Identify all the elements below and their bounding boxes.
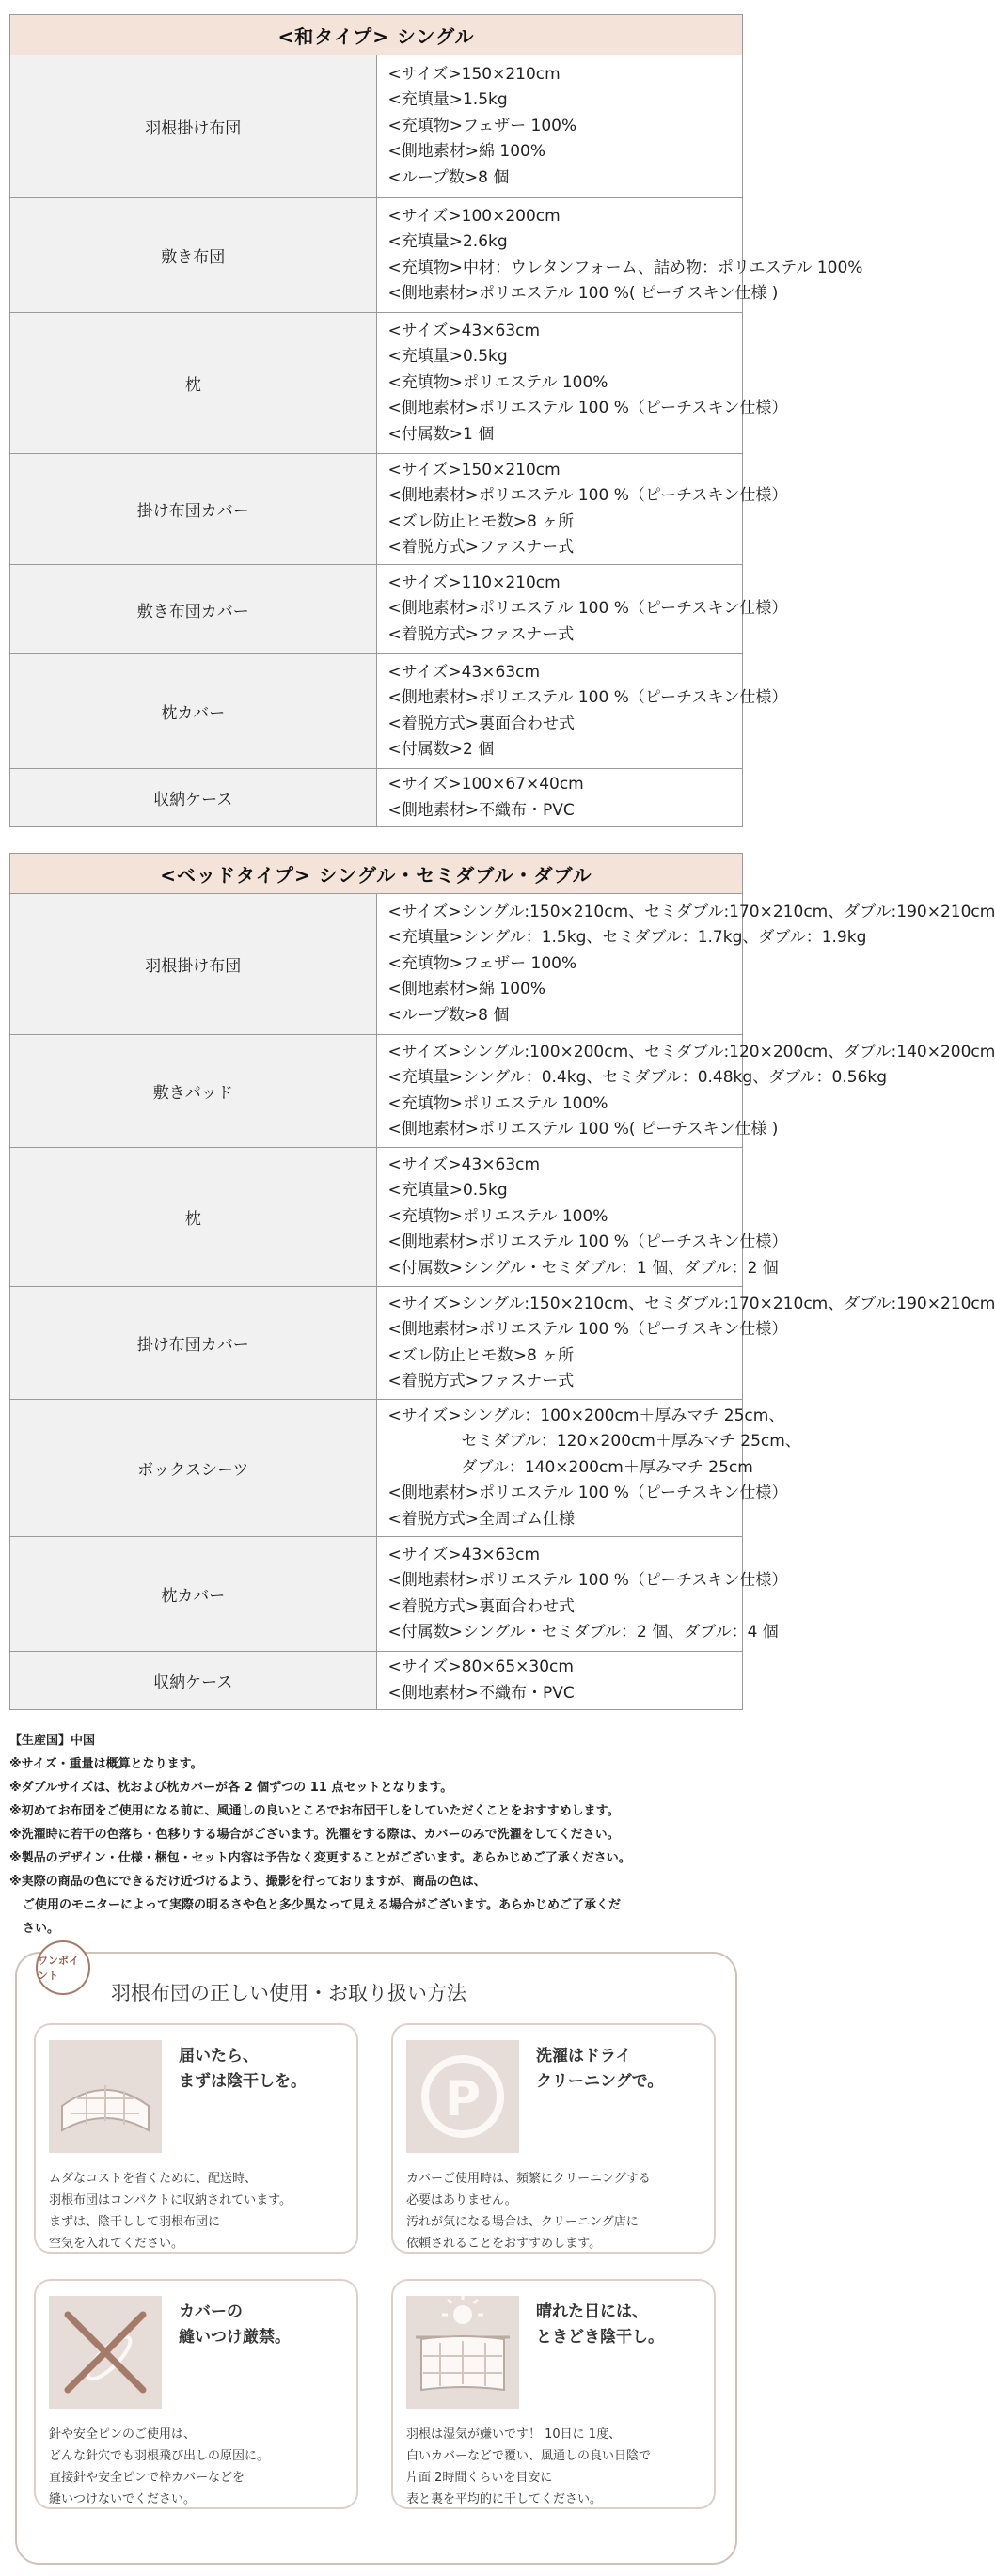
card-body: カバーご使用時は、頻繁にクリーニングする 必要はありません。 汚れが気になる場合は、クリーニング店に 依頼されることをおすすめします。 [406,2172,651,2251]
item-name: 羽根掛け布団 [10,894,377,1035]
spec-line: <側地素材>ポリエステル 100 %（ピーチスキン仕様） [387,1320,788,1339]
spec-line: <サイズ>110×210cm [387,573,561,592]
spec-line: ダブル：140×200cm＋厚みマチ 25cm [461,1457,753,1477]
spec-line: <充填物>ポリエステル 100% [387,1093,608,1113]
table-row [10,654,743,769]
spec-line: <充填量>1.5kg [387,90,508,110]
item-name: ボックスシーツ [10,1400,377,1537]
spec-line: <充填物>フェザー 100% [387,116,577,135]
spec-line: <側地素材>ポリエステル 100 %( ピーチスキン仕様 ) [387,1120,779,1139]
spec-line: <サイズ>150×210cm [387,64,561,84]
item-name: 掛け布団カバー [10,454,377,565]
card-heading: 洗濯はドライ クリーニングで。 [536,2047,664,2091]
table-row [10,1287,743,1400]
spec-line: <充填物>中材：ウレタンフォーム、詰め物：ポリエステル 100% [387,258,863,277]
folded-futon-icon [49,2040,162,2153]
table-row [10,1652,743,1710]
spec-line: <側地素材>ポリエステル 100 %( ピーチスキン仕様 ) [387,284,779,303]
svg-text:P: P [444,2071,482,2128]
card-heading: カバーの 縫いつけ厳禁。 [179,2302,291,2347]
table-title: <和タイプ> シングル [10,15,743,55]
spec-line: <側地素材>不織布・PVC [387,800,575,820]
table-row [10,55,743,198]
item-specs [376,1287,995,1400]
care-card [391,2023,716,2254]
note-line: 【生産国】中国 [9,1734,96,1748]
spec-line: <充填量>2.6kg [387,232,508,251]
item-specs [376,1035,995,1148]
spec-line: <側地素材>綿 100% [387,142,545,162]
spec-line: <側地素材>ポリエステル 100 %（ピーチスキン仕様） [387,399,788,418]
spec-line: <サイズ>43×63cm [387,1545,541,1564]
spec-line: <サイズ>シングル:150×210cm、セミダブル:170×210cm、ダブル:190×210cm [387,1294,995,1313]
spec-line: <側地素材>不織布・PVC [387,1683,575,1703]
spec-line: <側地素材>ポリエステル 100 %（ピーチスキン仕様） [387,1233,788,1252]
table-row [10,1400,743,1537]
item-specs [376,769,743,827]
item-name: 羽根掛け布団 [10,55,377,198]
spec-line: <充填量>シングル：1.5kg、セミダブル：1.7kg、ダブル：1.9kg [387,928,867,948]
care-card [34,2279,358,2509]
spec-line: <着脱方式>全周ゴム仕様 [387,1509,575,1529]
spec-line: <ループ数>8 個 [387,167,510,187]
spec-line: <サイズ>シングル：100×200cm＋厚みマチ 25cm、 [387,1406,785,1425]
spec-line: <充填物>ポリエステル 100% [387,372,608,392]
spec-line: <ループ数>8 個 [387,1005,510,1025]
spec-line: <充填量>シングル：0.4kg、セミダブル：0.48kg、ダブル：0.56kg [387,1068,887,1087]
table-row [10,1537,743,1652]
item-specs [376,198,863,313]
spec-line: <付属数>1 個 [387,424,495,444]
spec-line: <サイズ>100×200cm [387,206,561,226]
dry-cleaning-p-icon [406,2040,519,2153]
spec-line: <側地素材>ポリエステル 100 %（ピーチスキン仕様） [387,1571,788,1590]
item-specs [376,1148,788,1287]
spec-line: <着脱方式>裏面合わせ式 [387,714,575,733]
note-line: さい。 [23,1922,60,1936]
care-instructions [15,1952,737,2565]
spec-line: <サイズ>43×63cm [387,1154,541,1174]
table-title: <ベッドタイプ> シングル・セミダブル・ダブル [10,854,743,894]
care-card [34,2023,358,2254]
note-line: ※製品のデザイン・仕様・梱包・セット内容は予告なく変更することがございます。あらかじめご了承ください。 [9,1851,631,1865]
item-specs [376,1400,801,1537]
item-name: 収納ケース [10,1652,377,1710]
spec-line: <サイズ>150×210cm [387,460,561,479]
item-specs [376,565,788,654]
table-row [10,894,743,1035]
spec-table-bed-type [9,853,995,1710]
note-line: ※実際の商品の色にできるだけ近づけるよう、撮影を行っておりますが、商品の色は、 [9,1875,486,1889]
item-name: 敷き布団 [10,198,377,313]
spec-line: <側地素材>ポリエステル 100 %（ピーチスキン仕様） [387,486,788,505]
item-specs [376,1537,788,1652]
card-heading: 晴れた日には、 ときどき陰干し。 [536,2302,664,2347]
table-row [10,454,743,565]
table-row [10,198,743,313]
spec-line: <サイズ>43×63cm [387,321,541,340]
care-title: 羽根布団の正しい使用・お取り扱い方法 [111,1982,466,2004]
item-name: 敷きパッド [10,1035,377,1148]
card-body: 羽根は湿気が嫌いです！ 10日に 1度、 白いカバーなどで覆い、風通しの良い日陰で 片面 2時間くらいを目安に 表と裏を平均的に干してください。 [406,2427,652,2506]
card-body: ムダなコストを省くために、配送時、 羽根布団はコンパクトに収納されています。 まずは、陰干しして羽根布団に 空気を入れてください。 [49,2172,292,2251]
item-name: 敷き布団カバー [10,565,377,654]
spec-line: <サイズ>43×63cm [387,662,541,682]
note-line: ※洗濯時に若干の色落ち・色移りする場合がございます。洗濯をする際は、カバーのみで洗濯をしてください。 [9,1828,620,1842]
spec-line: <ズレ防止ヒモ数>8 ヶ所 [387,511,575,531]
spec-line: <着脱方式>ファスナー式 [387,624,575,644]
spec-line: <付属数>2 個 [387,740,495,759]
note-line: ※初めてお布団をご使用になる前に、風通しの良いところでお布団干しをしていただくことをおすすめします。 [9,1804,620,1818]
spec-line: <着脱方式>ファスナー式 [387,538,575,557]
table-row [10,1035,743,1148]
spec-line: <付属数>シングル・セミダブル：1 個、ダブル：2 個 [387,1258,779,1278]
no-pins-icon [49,2296,162,2409]
spec-line: <着脱方式>ファスナー式 [387,1372,575,1390]
sun-drying-icon [406,2296,519,2409]
item-name: 枕 [10,313,377,454]
care-card [391,2279,716,2509]
spec-line: <側地素材>ポリエステル 100 %（ピーチスキン仕様） [387,688,788,707]
spec-line: <充填量>0.5kg [387,1181,508,1201]
spec-line: <サイズ>100×67×40cm [387,775,584,793]
spec-line: <着脱方式>裏面合わせ式 [387,1596,575,1616]
one-point-badge: ワンポイント [36,1940,90,1995]
card-heading: 届いたら、 まずは陰干しを。 [179,2047,307,2091]
card-body: 針や安全ピンのご使用は、 どんな針穴でも羽根飛び出しの原因に。 直接針や安全ピンで枠カバーなどを 縫いつけないでください。 [49,2427,270,2506]
spec-line: セミダブル：120×200cm＋厚みマチ 25cm、 [461,1432,801,1452]
note-line: ご使用のモニターによって実際の明るさや色と多少異なって見える場合がございます。あらかじめご了承くだ [23,1898,621,1912]
spec-line: <付属数>シングル・セミダブル：2 個、ダブル：4 個 [387,1623,779,1641]
item-specs [376,894,995,1035]
note-line: ※ダブルサイズは、枕および枕カバーが各 2 個ずつの 11 点セットとなります。 [9,1781,453,1795]
item-specs [376,654,788,769]
item-specs [376,1652,743,1710]
spec-line: <サイズ>80×65×30cm [387,1657,574,1676]
spec-line: <充填量>0.5kg [387,347,508,367]
table-row [10,769,743,827]
item-name: 収納ケース [10,769,377,827]
spec-line: <側地素材>ポリエステル 100 %（ピーチスキン仕様） [387,1484,788,1503]
table-row [10,313,743,454]
spec-line: <充填物>ポリエステル 100% [387,1206,608,1226]
spec-line: <サイズ>シングル:100×200cm、セミダブル:120×200cm、ダブル:140×200cm [387,1042,995,1061]
table-row [10,565,743,654]
spec-table-japanese-type [9,14,863,827]
note-line: ※サイズ・重量は概算となります。 [9,1757,203,1771]
item-name: 枕カバー [10,654,377,769]
table-row [10,1148,743,1287]
item-name: 掛け布団カバー [10,1287,377,1400]
item-specs [376,313,788,454]
spec-line: <側地素材>ポリエステル 100 %（ピーチスキン仕様） [387,599,788,619]
item-name: 枕カバー [10,1537,377,1652]
spec-line: <側地素材>綿 100% [387,980,545,999]
spec-line: <充填物>フェザー 100% [387,953,577,973]
notes [9,1729,752,1940]
item-specs [376,55,743,198]
spec-line: <サイズ>シングル:150×210cm、セミダブル:170×210cm、ダブル:190×210cm [387,902,995,921]
spec-line: <ズレ防止ヒモ数>8 ヶ所 [387,1345,575,1365]
item-specs [376,454,788,565]
item-name: 枕 [10,1148,377,1287]
